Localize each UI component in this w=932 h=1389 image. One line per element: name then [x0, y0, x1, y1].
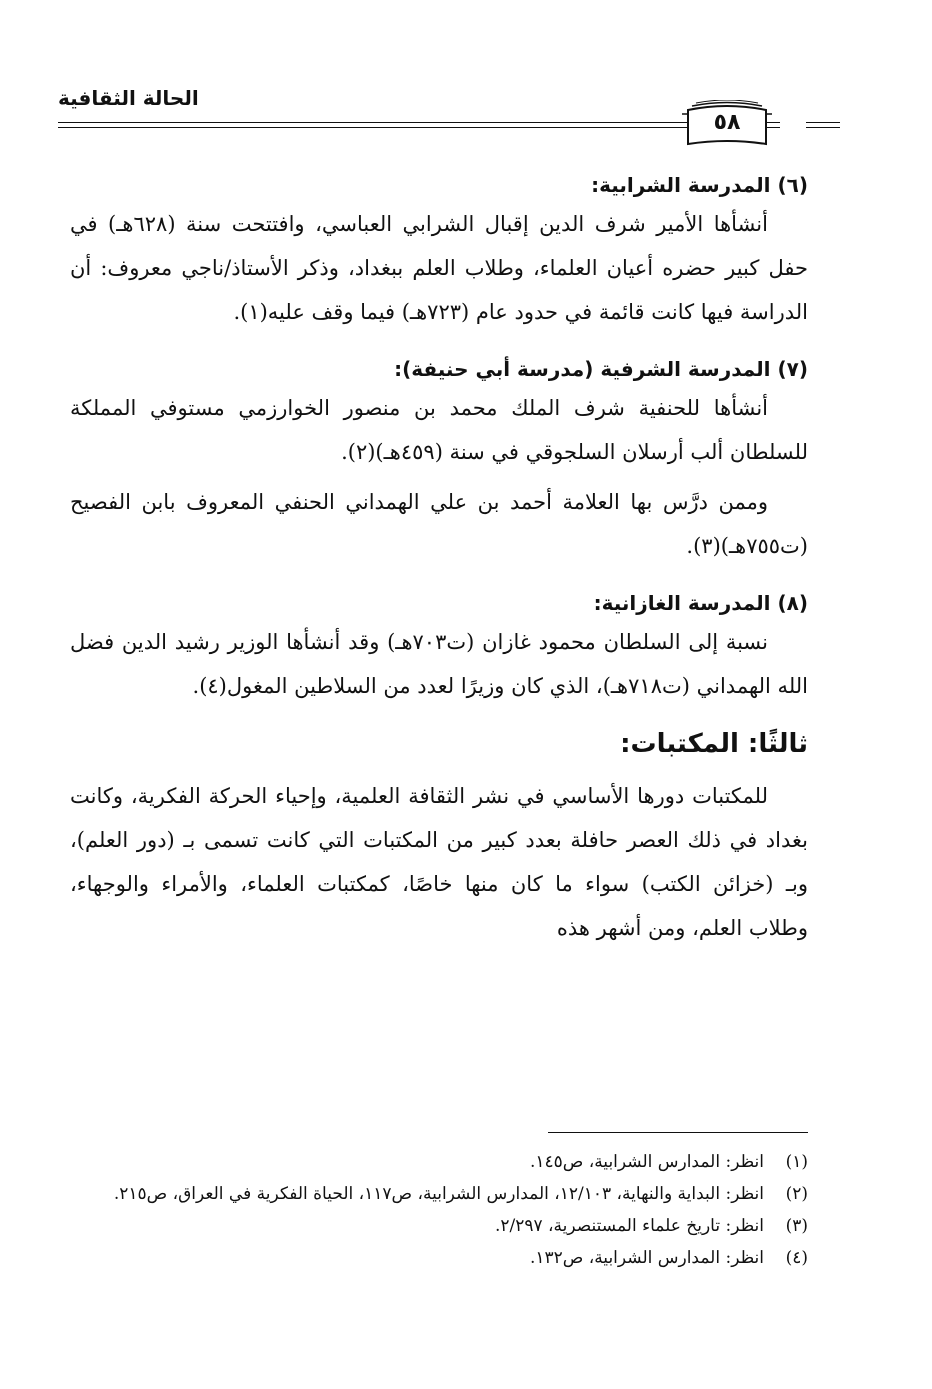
footnote: [70, 1178, 808, 1210]
footnote-separator: [548, 1132, 808, 1133]
header-rule: [58, 122, 780, 123]
section-heading: (٦) المدرسة الشرابية:: [591, 173, 808, 197]
chapter-heading: ثالثًا: المكتبات:: [620, 729, 808, 759]
page-number: ٥٨: [713, 110, 741, 135]
paragraph: وممن درَّس بها العلامة أحمد بن علي الهمداني الحنفي المعروف بابن الفصيح (ت٧٥٥هـ)(٣).: [70, 490, 808, 558]
section-sharafiya: [70, 352, 808, 568]
footnote-text: انظر: البداية والنهاية، ١٢/١٠٣، المدارس الشرابية، ص١١٧، الحياة الفكرية في العراق، ص٢١٥.: [113, 1184, 764, 1204]
footnote-number: (٤): [785, 1248, 808, 1268]
section-sharabiya: [70, 168, 808, 334]
footnotes: [70, 1146, 808, 1274]
header-rule: [806, 127, 840, 128]
footnote-text: انظر: المدارس الشرابية، ص١٣٢.: [529, 1248, 764, 1268]
running-title: الحالة الثقافية: [58, 86, 199, 110]
footnote-number: (٣): [785, 1216, 808, 1236]
page-number-book-ornament: [682, 100, 772, 150]
paragraph: أنشأها الأمير شرف الدين إقبال الشرابي العباسي، وافتتحت سنة (٦٢٨هـ) في حفل كبير حضره أعيان العلماء، وطلاب العلم ببغداد، وذكر الأستاذ/ناجي معروف: أن الدراسة فيها كانت قائمة في حدود عام (٧٢٣هـ) فيما وقف عليه(١).: [70, 212, 808, 324]
main-text: [70, 168, 808, 950]
section-ghazaniya: [70, 586, 808, 708]
paragraph: للمكتبات دورها الأساسي في نشر الثقافة العلمية، وإحياء الحركة الفكرية، وكانت بغداد في ذلك العصر حافلة بعدد كبير من المكتبات التي كانت تسمى بـ (دور العلم)، وبـ (خزائن الكتب) سواء ما كان منها خاصًا، كمكتبات العلماء، والأمراء والوجهاء، وطلاب العلم، ومن أشهر هذه: [70, 784, 808, 940]
section-heading: (٨) المدرسة الغازانية:: [593, 591, 808, 615]
footnote: [70, 1242, 808, 1274]
paragraph: نسبة إلى السلطان محمود غازان (ت٧٠٣هـ) وقد أنشأها الوزير رشيد الدين فضل الله الهمداني (ت٧١٨هـ)، الذي كان وزيرًا لعدد من السلاطين المغول(٤).: [70, 630, 808, 698]
section-heading: (٧) المدرسة الشرفية (مدرسة أبي حنيفة):: [394, 357, 808, 381]
footnote-text: انظر: تاريخ علماء المستنصرية، ٢/٢٩٧.: [494, 1216, 764, 1236]
header-rule: [58, 127, 780, 128]
paragraph: أنشأها للحنفية شرف الملك محمد بن منصور الخوارزمي مستوفي المملكة للسلطان ألب أرسلان السلجوقي في سنة (٤٥٩هـ)(٢).: [70, 396, 808, 464]
footnote: [70, 1210, 808, 1242]
footnote-number: (١): [785, 1152, 808, 1172]
header-rule: [806, 122, 840, 123]
footnote-number: (٢): [785, 1184, 808, 1204]
footnote: [70, 1146, 808, 1178]
footnote-text: انظر: المدارس الشرابية، ص١٤٥.: [529, 1152, 764, 1172]
